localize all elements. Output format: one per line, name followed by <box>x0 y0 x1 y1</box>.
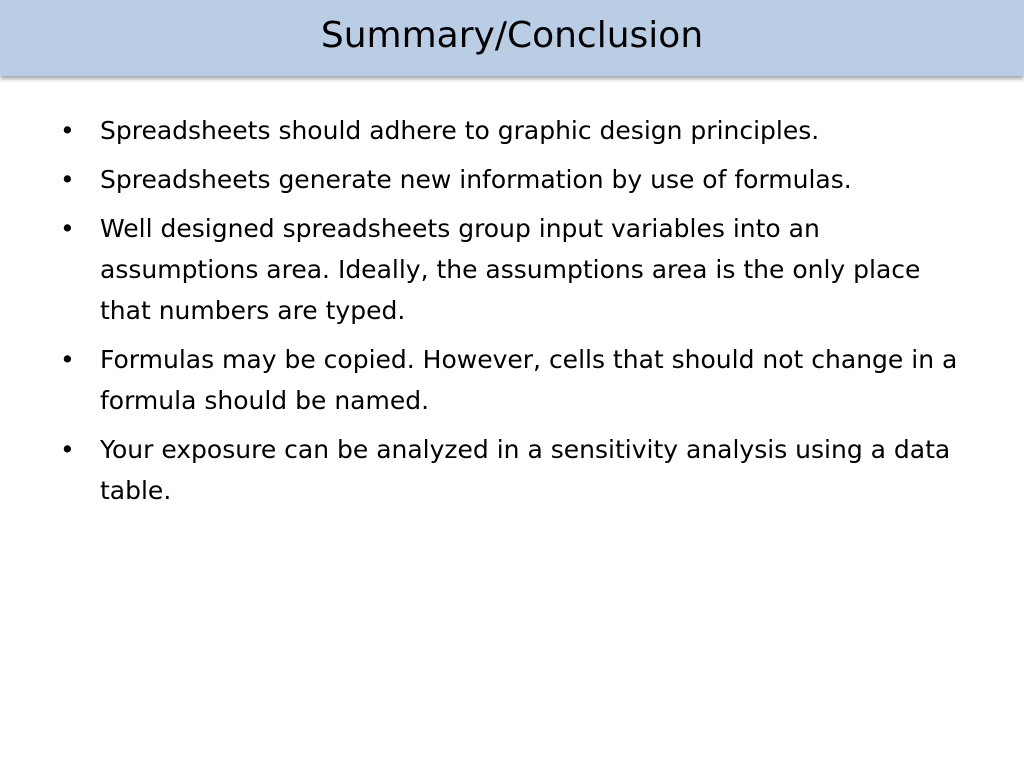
bullet-text: Well designed spreadsheets group input variables into an assumptions area. Ideally, the assumptions area is the only place that numbers are typed. <box>100 214 921 325</box>
bullet-dot-icon: • <box>60 214 75 243</box>
bullet-dot-icon: • <box>60 116 75 145</box>
slide-body <box>56 110 976 519</box>
bullet-item <box>56 110 976 151</box>
bullet-list <box>56 110 976 511</box>
bullet-item <box>56 208 976 331</box>
title-bar <box>0 0 1024 76</box>
bullet-dot-icon: • <box>60 435 75 464</box>
bullet-text: Formulas may be copied. However, cells that should not change in a formula should be named. <box>100 345 958 415</box>
bullet-text: Spreadsheets generate new information by use of formulas. <box>100 165 852 194</box>
bullet-dot-icon: • <box>60 345 75 374</box>
bullet-dot-icon: • <box>60 165 75 194</box>
bullet-item <box>56 429 976 511</box>
bullet-text: Your exposure can be analyzed in a sensitivity analysis using a data table. <box>100 435 951 505</box>
slide-title: Summary/Conclusion <box>320 14 704 56</box>
bullet-item <box>56 339 976 421</box>
bullet-text: Spreadsheets should adhere to graphic design principles. <box>100 116 820 145</box>
bullet-item <box>56 159 976 200</box>
